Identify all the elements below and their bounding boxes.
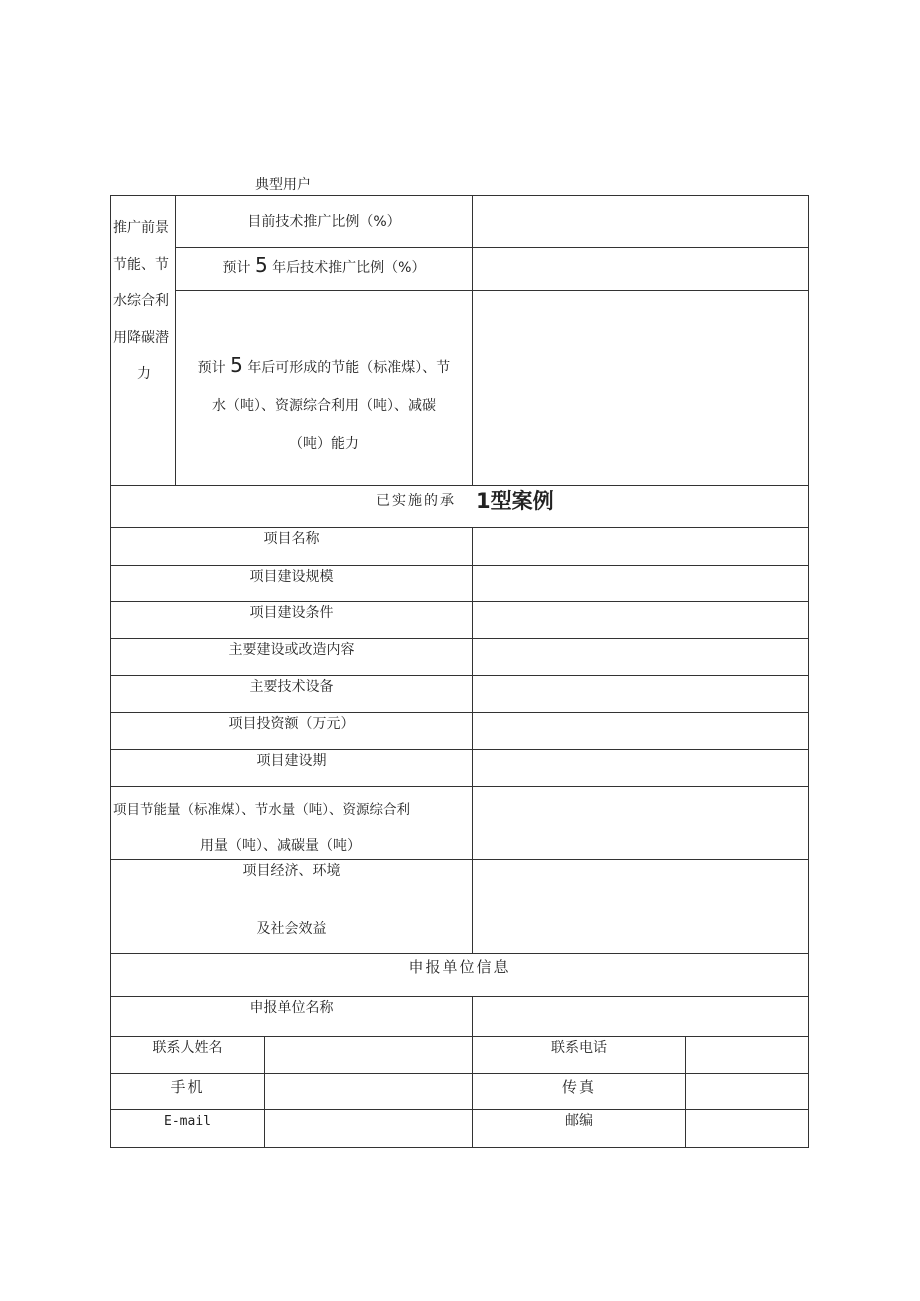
applicant-section-title: 申报单位信息	[408, 958, 511, 976]
five-year-capacity-label	[176, 346, 472, 463]
five-year-capacity-line2: 水（吨）、资源综合利用（吨）、减碳	[212, 398, 436, 414]
five-year-capacity-num: 5	[230, 353, 243, 377]
savings-label-line2: 用量（吨）、减碳量（吨）	[200, 838, 361, 854]
project-scale-label: 项目建设规模	[249, 569, 334, 585]
benefits-label-line1: 项目经济、环境	[242, 863, 341, 879]
five-year-capacity-line1	[176, 346, 472, 387]
postcode-label: 邮编	[565, 1113, 593, 1129]
project-name-label: 项目名称	[263, 531, 320, 547]
investment-label: 项目投资额（万元）	[228, 716, 355, 732]
construction-period-label: 项目建设期	[256, 753, 327, 769]
five-year-ratio-prefix: 预计	[222, 260, 251, 276]
five-year-ratio-num: 5	[254, 253, 268, 277]
current-ratio-label: 目前技术推广比例（%）	[247, 214, 401, 230]
unit-name-label: 申报单位名称	[249, 1000, 334, 1016]
project-conditions-label: 项目建设条件	[249, 605, 334, 621]
fax-label: 传真	[561, 1078, 596, 1096]
case-section-title-part2: 1型案例	[476, 489, 554, 513]
contact-name-label: 联系人姓名	[152, 1040, 223, 1056]
promotion-label-line: 节能、节	[113, 256, 169, 273]
benefits-label-line2: 及社会效益	[256, 921, 327, 937]
savings-label-line1: 项目节能量（标准煤）、节水量（吨）、资源综合利	[113, 802, 410, 818]
mobile-label: 手机	[170, 1078, 205, 1096]
promotion-label-line: 用降碳潜	[113, 329, 169, 346]
typical-user-label: 典型用户	[255, 177, 311, 193]
promotion-label-line: 水综合利	[113, 293, 169, 309]
five-year-ratio-suffix: 年后技术推广比例（%）	[272, 260, 426, 276]
main-content-label: 主要建设或改造内容	[228, 642, 355, 658]
five-year-capacity-line3: （吨）能力	[289, 436, 359, 452]
five-year-capacity-prefix: 预计	[197, 360, 226, 376]
promotion-label-line: 推广前景	[113, 220, 169, 236]
case-section-title-part1: 已实施的承	[376, 493, 456, 509]
email-label: E-mail	[164, 1114, 211, 1129]
five-year-ratio-label	[176, 253, 472, 277]
promotion-label-line: 力	[137, 366, 151, 382]
promotion-left-label	[113, 210, 169, 393]
contact-phone-label: 联系电话	[551, 1040, 607, 1056]
five-year-capacity-suffix: 年后可形成的节能（标准煤）、节	[247, 360, 451, 376]
main-equipment-label: 主要技术设备	[249, 679, 334, 695]
